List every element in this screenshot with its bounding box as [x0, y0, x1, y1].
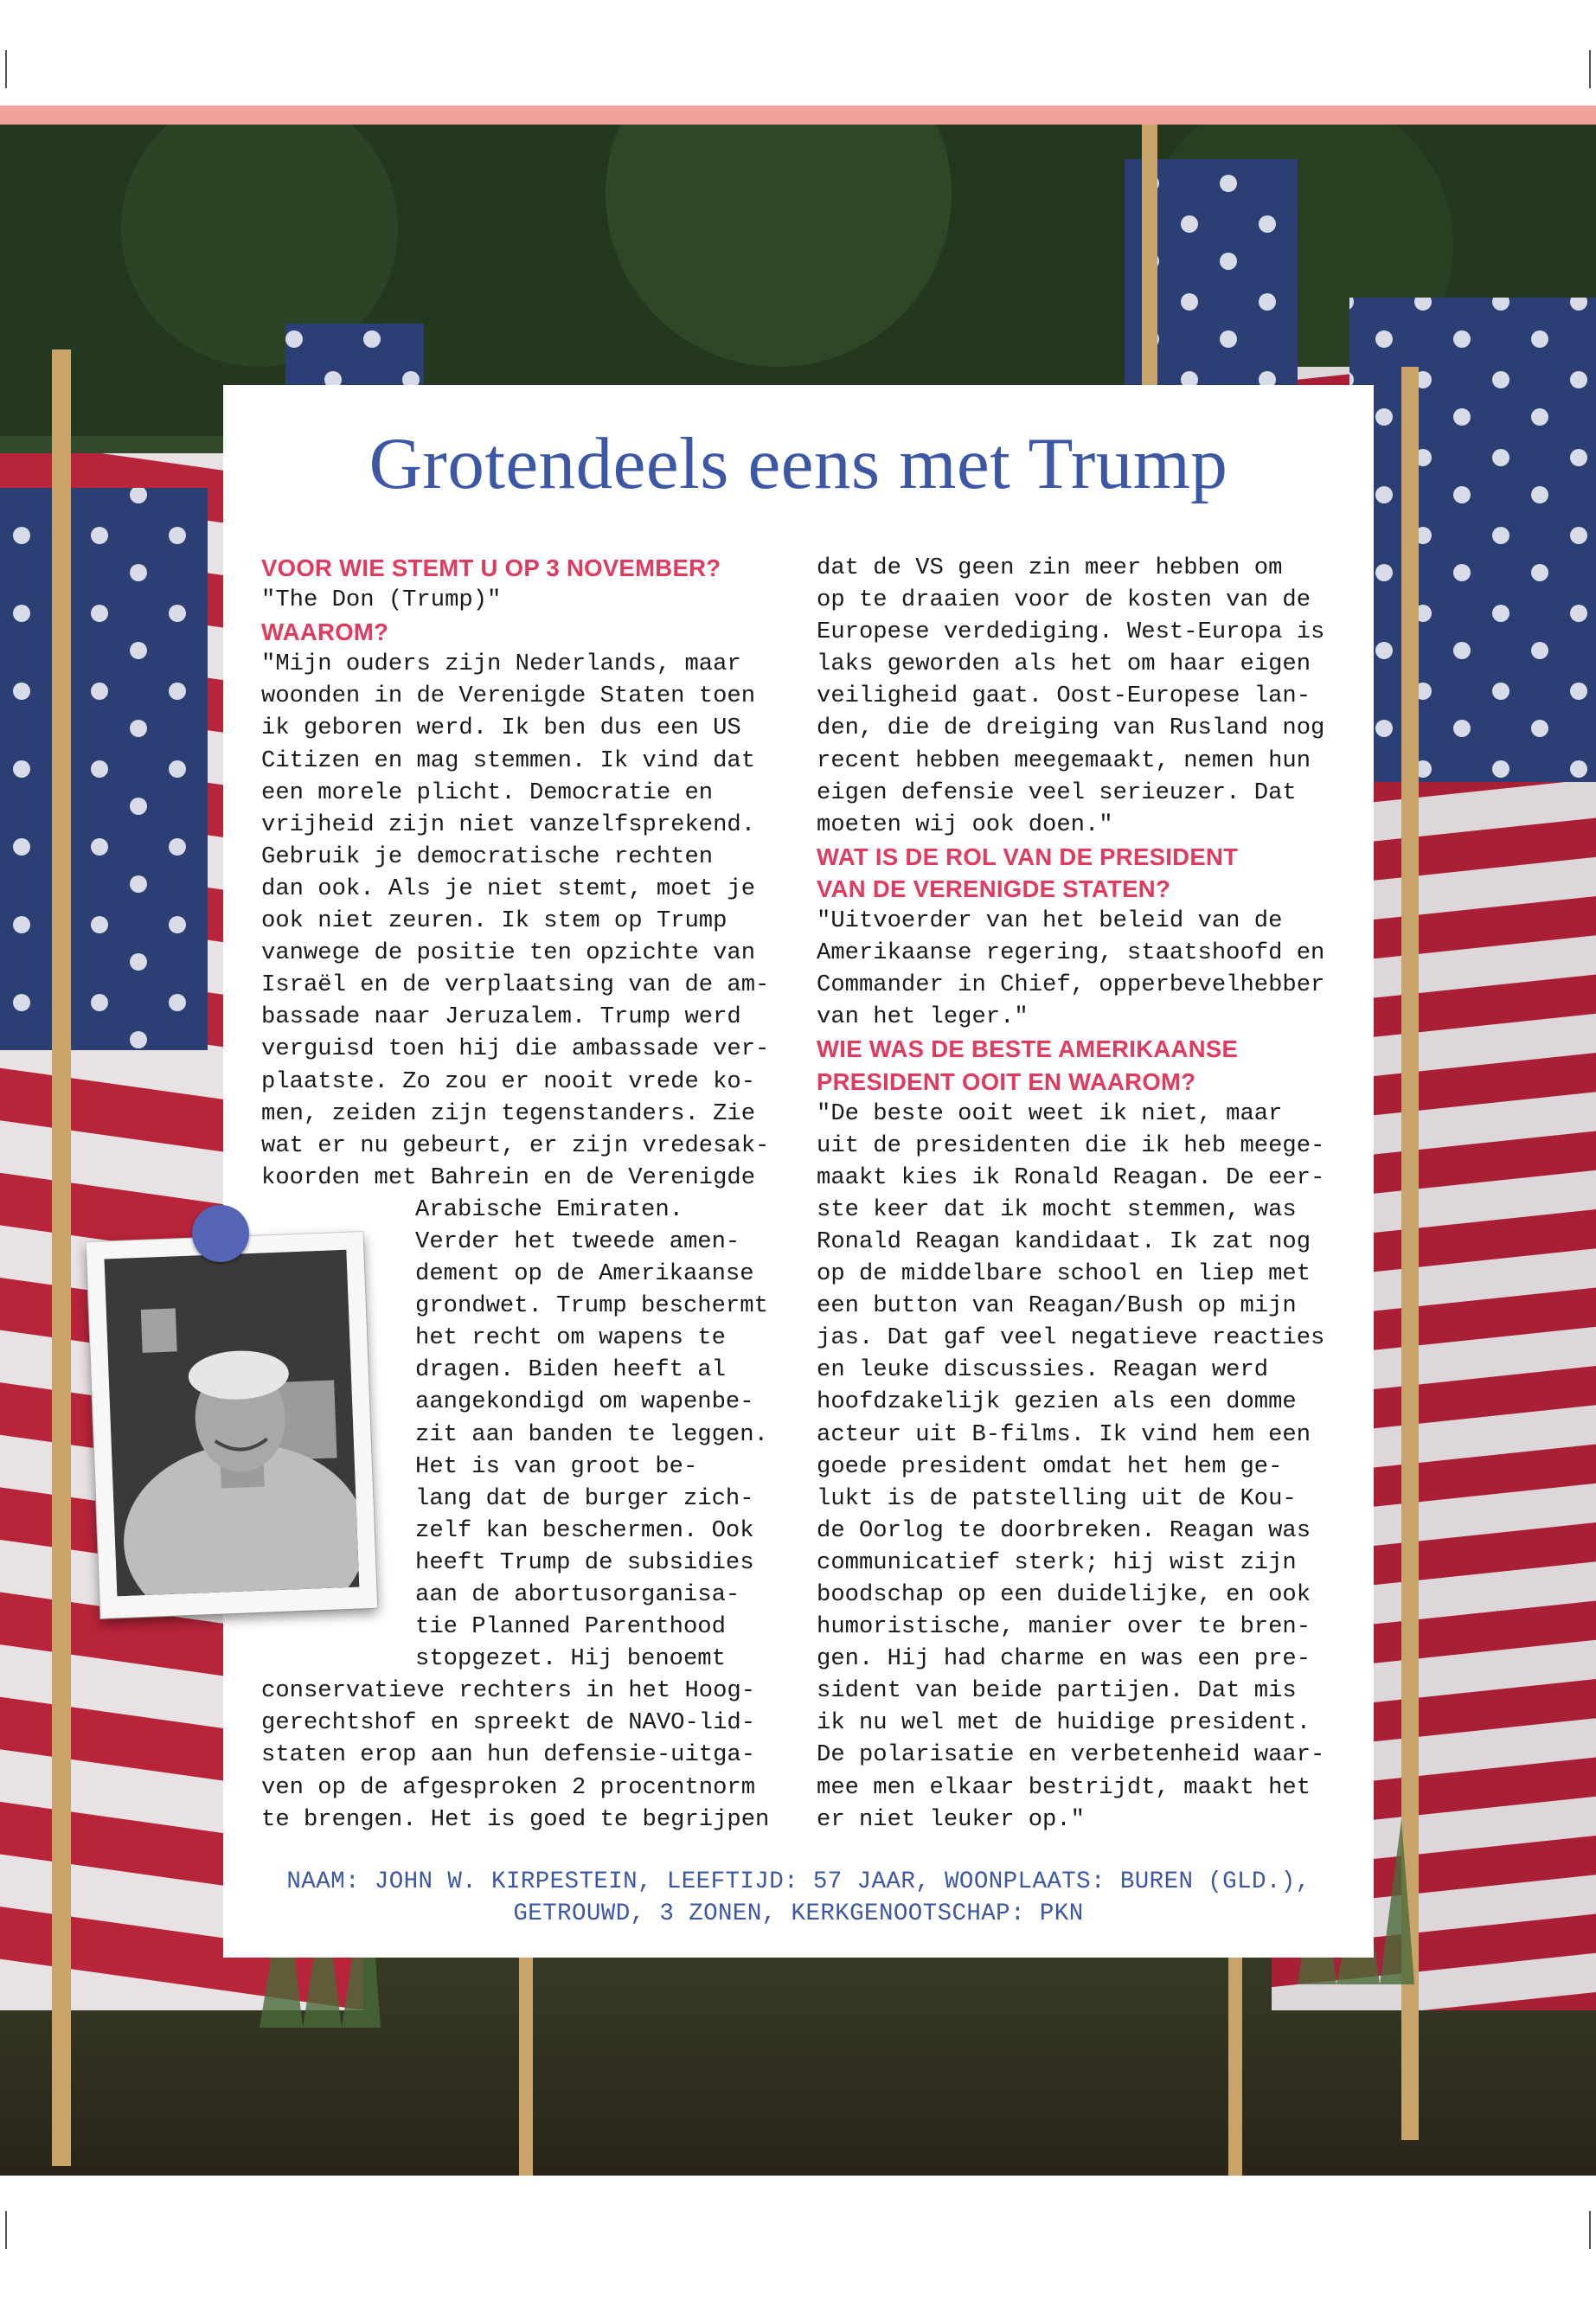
question-heading: WAAROM? — [261, 619, 389, 646]
question-heading: VAN DE VERENIGDE STATEN? — [817, 875, 1171, 902]
body-text-line: verguisd toen hij die ambassade ver- — [261, 1035, 770, 1063]
body-text-line: humoristische, manier over te bren- — [817, 1613, 1311, 1641]
body-text-line: vanwege de positie ten opzichte van — [261, 939, 756, 967]
body-text-line: uit de presidenten die ik heb meege- — [817, 1131, 1325, 1159]
crop-mark-top-left — [5, 50, 7, 88]
body-text-line: veiligheid gaat. Oost-Europese lan- — [817, 683, 1311, 710]
body-text-line: goede president omdat het hem ge- — [817, 1452, 1283, 1480]
body-text-line: eigen defensie veel serieuzer. Dat — [817, 779, 1297, 806]
question-heading: VOOR WIE STEMT U OP 3 NOVEMBER? — [261, 554, 721, 581]
pin-dot — [192, 1205, 249, 1262]
portrait-photo — [105, 1250, 360, 1596]
body-text-line: Gebruik je democratische rechten — [261, 843, 714, 870]
crop-mark-bottom-right — [1589, 2211, 1591, 2249]
right-column — [817, 552, 1344, 1836]
body-text-line: "Mijn ouders zijn Nederlands, maar — [261, 651, 741, 678]
body-text-line: staten erop aan hun defensie-uitga- — [261, 1741, 756, 1769]
body-text-line: lang dat de burger zich- — [415, 1484, 754, 1512]
body-text-line: ven op de afgesproken 2 procentnorm — [261, 1773, 756, 1801]
body-text-line: Commander in Chief, opperbevelhebber — [817, 971, 1325, 999]
question-heading: PRESIDENT OOIT EN WAAROM? — [817, 1067, 1196, 1095]
body-text-line: boodschap op een duidelijke, en ook — [817, 1581, 1311, 1608]
body-text-line: Amerikaanse regering, staatshoofd en — [817, 939, 1325, 967]
body-text-line: gen. Hij had charme en was een pre- — [817, 1645, 1311, 1673]
body-text-line: koorden met Bahrein en de Verenigde — [261, 1163, 756, 1191]
body-text-line: De polarisatie en verbetenheid waar- — [817, 1741, 1325, 1769]
body-text-line: grondwet. Trump beschermt — [415, 1292, 768, 1320]
body-text-line: dan ook. Als je niet stemt, moet je — [261, 875, 756, 902]
body-text-line: er niet leuker op." — [817, 1805, 1085, 1833]
body-text-line: den, die de dreiging van Rusland nog — [817, 715, 1325, 742]
body-text-line: hoofdzakelijk gezien als een domme — [817, 1388, 1297, 1416]
body-text-line: op te draaien voor de kosten van de — [817, 586, 1311, 614]
crop-mark-bottom-left — [5, 2211, 7, 2249]
body-text-line: Citizen en mag stemmen. Ik vind dat — [261, 747, 756, 774]
body-text-line: dragen. Biden heeft al — [415, 1356, 726, 1384]
body-text-line: heeft Trump de subsidies — [415, 1548, 754, 1576]
body-text-line: plaatste. Zo zou er nooit vrede ko- — [261, 1067, 756, 1095]
portrait-polaroid — [87, 1232, 377, 1618]
body-text-line: een morele plicht. Democratie en — [261, 779, 714, 806]
body-text-line: lukt is de patstelling uit de Kou- — [817, 1484, 1297, 1512]
body-text-line: te brengen. Het is goed te begrijpen — [261, 1805, 770, 1833]
body-text-line: dement op de Amerikaanse — [415, 1260, 754, 1288]
body-text-line: de Oorlog te doorbreken. Reagan was — [817, 1516, 1311, 1544]
left-column — [261, 552, 789, 1836]
body-text-line: "De beste ooit weet ik niet, maar — [817, 1099, 1283, 1127]
body-text-line: moeten wij ook doen." — [817, 811, 1113, 838]
body-text-line: recent hebben meegemaakt, nemen hun — [817, 747, 1311, 774]
body-text-line: conservatieve rechters in het Hoog- — [261, 1677, 756, 1705]
profile-footer — [223, 1866, 1374, 1930]
top-accent-bar — [0, 106, 1596, 125]
body-text-line: gerechtshof en spreekt de NAVO-lid- — [261, 1709, 756, 1737]
body-text-line: mee men elkaar bestrijdt, maakt het — [817, 1773, 1311, 1801]
body-text-line: laks geworden als het om haar eigen — [817, 651, 1311, 678]
body-text-line: woonden in de Verenigde Staten toen — [261, 683, 756, 710]
body-text-line: Europese verdediging. West-Europa is — [817, 619, 1325, 646]
body-text-line: dat de VS geen zin meer hebben om — [817, 554, 1283, 581]
body-text-line: jas. Dat gaf veel negatieve reacties — [817, 1324, 1325, 1352]
body-text-line: wat er nu gebeurt, er zijn vredesak- — [261, 1131, 770, 1159]
body-text-line: op de middelbare school en liep met — [817, 1260, 1311, 1288]
body-text-line: een button van Reagan/Bush op mijn — [817, 1292, 1297, 1320]
body-text-line: stopgezet. Hij benoemt — [415, 1645, 726, 1673]
body-text-line: Arabische Emiraten. — [415, 1195, 683, 1223]
body-text-line: men, zeiden zijn tegenstanders. Zie — [261, 1099, 756, 1127]
body-text-line: maakt kies ik Ronald Reagan. De eer- — [817, 1163, 1325, 1191]
article-title: Grotendeels eens met Trump — [369, 423, 1228, 504]
body-text-line: Verder het tweede amen- — [415, 1227, 740, 1255]
body-text-line: ook niet zeuren. Ik stem op Trump — [261, 907, 727, 935]
body-text-line: "The Don (Trump)" — [261, 586, 502, 614]
body-text-line: aangekondigd om wapenbe- — [415, 1388, 754, 1416]
body-text-line: bassade naar Jeruzalem. Trump werd — [261, 1003, 741, 1031]
profile-footer-line-1: NAAM: JOHN W. KIRPESTEIN, LEEFTIJD: 57 JAAR, WOONPLAATS: BUREN (GLD.), — [286, 1868, 1311, 1895]
body-text-line: sident van beide partijen. Dat mis — [817, 1677, 1297, 1705]
body-text-line: tie Planned Parenthood — [415, 1613, 726, 1641]
question-heading: WIE WAS DE BESTE AMERIKAANSE — [817, 1035, 1239, 1063]
body-text-line: het recht om wapens te — [415, 1324, 726, 1352]
body-text-line: acteur uit B-films. Ik vind hem een — [817, 1420, 1311, 1448]
body-text-line: aan de abortusorganisa- — [415, 1581, 740, 1608]
body-text-line: communicatief sterk; hij wist zijn — [817, 1548, 1297, 1576]
profile-footer-line-2: GETROUWD, 3 ZONEN, KERKGENOOTSCHAP: PKN — [513, 1900, 1084, 1927]
body-text-line: Ronald Reagan kandidaat. Ik zat nog — [817, 1227, 1311, 1255]
body-text-line: van het leger." — [817, 1003, 1029, 1031]
crop-mark-top-right — [1589, 50, 1591, 88]
body-text-line: zelf kan beschermen. Ook — [415, 1516, 754, 1544]
portrait-illustration — [105, 1250, 360, 1596]
body-text-line: zit aan banden te leggen. — [415, 1420, 768, 1448]
body-text-line: en leuke discussies. Reagan werd — [817, 1356, 1269, 1384]
question-heading: WAT IS DE ROL VAN DE PRESIDENT — [817, 843, 1239, 870]
body-text-line: "Uitvoerder van het beleid van de — [817, 907, 1283, 935]
body-text-line: vrijheid zijn niet vanzelfsprekend. — [261, 811, 756, 838]
article-card — [223, 385, 1374, 1958]
body-text-line: Israël en de verplaatsing van de am- — [261, 971, 770, 999]
body-text-line: Het is van groot be- — [415, 1452, 698, 1480]
body-text-line: ik geboren werd. Ik ben dus een US — [261, 715, 741, 742]
body-text-line: ik nu wel met de huidige president. — [817, 1709, 1311, 1737]
body-text-line: ste keer dat ik mocht stemmen, was — [817, 1195, 1297, 1223]
